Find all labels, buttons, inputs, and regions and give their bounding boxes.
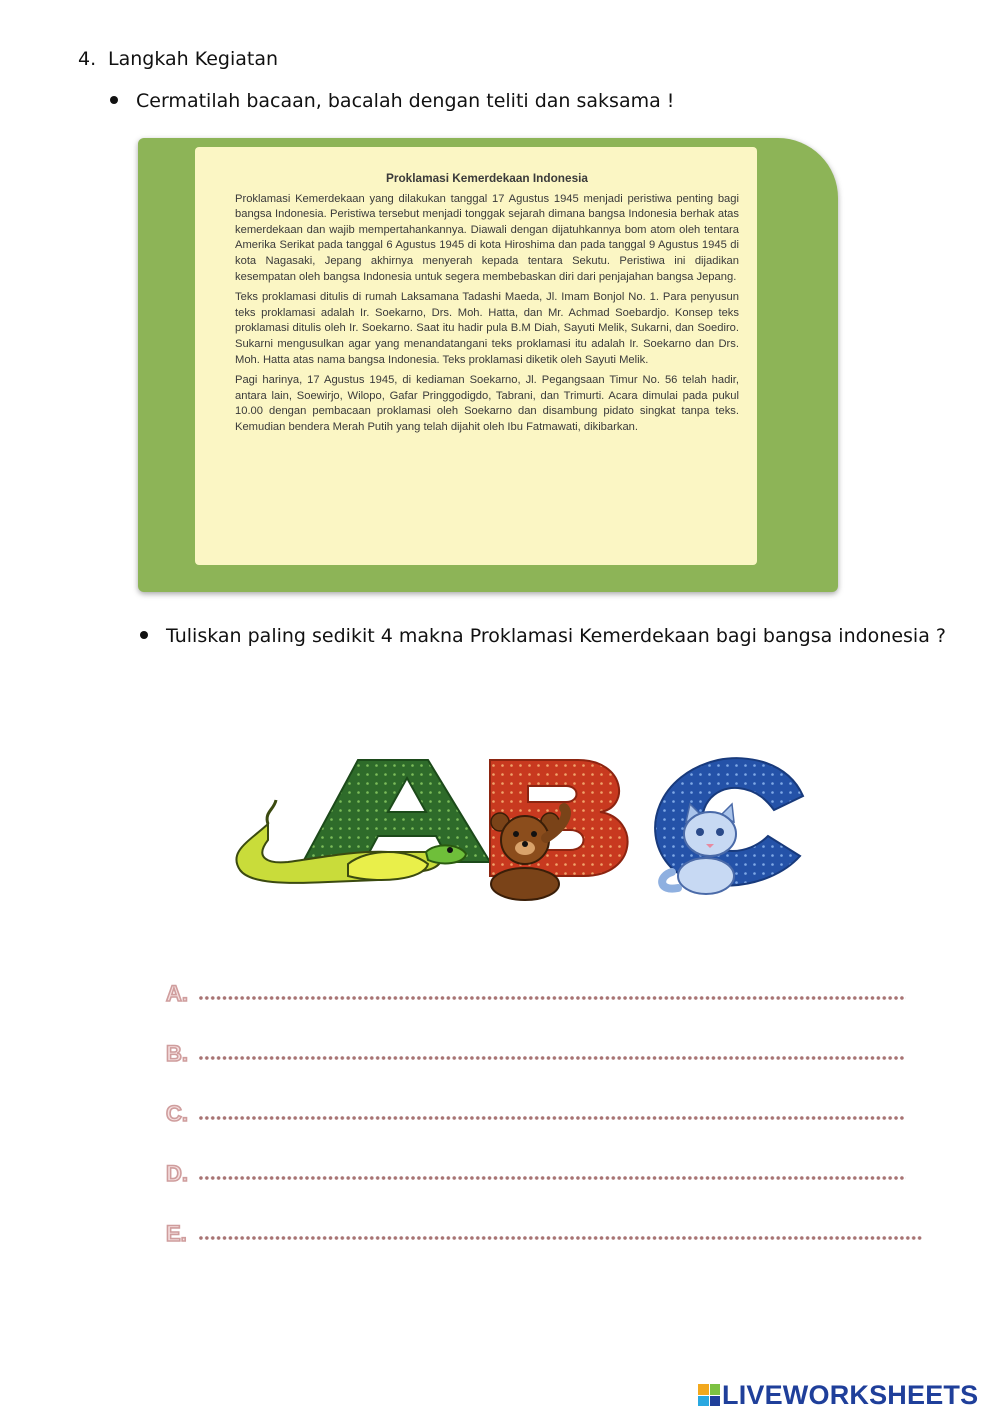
reading-paragraph-2: Teks proklamasi ditulis di rumah Laksamana Tadashi Maeda, Jl. Imam Bonjol No. 1. Para penyusun teks proklamasi adalah Ir. Soekarno, Drs. Moh. Hatta, dan Mr. Achmad Soebardjo. Konsep teks proklamasi ditulis oleh Ir. Soekarno. Saat itu hadir pula B.M Diah, Sayuti Melik, Sukarni, dan Soediro. Sukarni mengusulkan agar yang menandatangani teks proklamasi itu adalah Ir. Soekarno dan Drs. Moh. Hatta atas nama bangsa Indonesia. Teks proklamasi diketik oleh Sayuti Melik. [235, 291, 739, 366]
bullet-icon [110, 96, 118, 104]
abc-illustration [228, 752, 808, 902]
answer-row-e [166, 1218, 922, 1278]
reading-paragraph-1: Proklamasi Kemerdekaan yang dilakukan tanggal 17 Agustus 1945 menjadi peristiwa penting bagi bangsa Indonesia. Peristiwa tersebut menjadi tonggak sejarah dimana bangsa Indonesia berhak atas kemerdekaan dan wajib mempertahankannya. Diawali dengan dijatuhkannya bom atom oleh tentara Amerika Serikat pada tanggal 6 Agustus 1945 di kota Hiroshima dan pada tanggal 9 Agustus 1945 di kota Nagasaki, Jepang akhirnya menyerah kepada tentara Sekutu. Peristiwa ini dijadikan kesempatan oleh bangsa Indonesia untuk segera membebaskan diri dari penjajahan bangsa Jepang. [235, 192, 739, 283]
brand-text: LIVEWORKSHEETS [722, 1379, 979, 1410]
answer-letter: D. [166, 1161, 188, 1186]
reading-title: Proklamasi Kemerdekaan Indonesia [386, 171, 588, 185]
answer-letter: C. [166, 1101, 188, 1126]
answer-row-b [166, 1038, 922, 1098]
letter-a-shape [303, 760, 490, 862]
liveworksheets-logo-icon [698, 1384, 720, 1406]
step-number: 4. [78, 48, 97, 70]
instruction-read-text: Cermatilah bacaan, bacalah dengan teliti dan saksama ! [136, 90, 675, 112]
answer-line-a[interactable] [198, 995, 906, 1001]
instruction-write [140, 625, 946, 647]
bullet-icon [140, 631, 148, 639]
instruction-write-text: Tuliskan paling sedikit 4 makna Proklamasi Kemerdekaan bagi bangsa indonesia ? [166, 625, 946, 647]
step-heading [78, 48, 278, 70]
answer-line-b[interactable] [198, 1055, 904, 1061]
answer-row-a [166, 978, 922, 1038]
answer-letter: A. [166, 981, 188, 1006]
answer-line-c[interactable] [198, 1115, 904, 1121]
answer-letter: B. [166, 1041, 188, 1066]
answer-row-c [166, 1098, 922, 1158]
reading-card [195, 147, 757, 565]
answer-line-e[interactable] [198, 1235, 922, 1241]
answer-line-d[interactable] [198, 1175, 906, 1181]
answer-row-d [166, 1158, 922, 1218]
step-title: Langkah Kegiatan [108, 48, 279, 70]
answer-letter: E. [166, 1221, 187, 1246]
reading-paragraph-3: Pagi harinya, 17 Agustus 1945, di kediaman Soekarno, Jl. Pegangsaan Timur No. 56 telah hadir, antara lain, Soewirjo, Wilopo, Gafar Pringgodigdo, Tabrani, dan Trimurti. Acara dimulai pada pukul 10.00 dengan pembacaan proklamasi oleh Soekarno dan disambung pidato singkat tanpa teks. Kemudian bendera Merah Putih yang telah dijahit oleh Ibu Fatmawati, dikibarkan. [235, 374, 739, 433]
answer-lines [166, 978, 922, 1278]
liveworksheets-brand[interactable] [698, 1378, 978, 1412]
instruction-read [110, 90, 674, 112]
